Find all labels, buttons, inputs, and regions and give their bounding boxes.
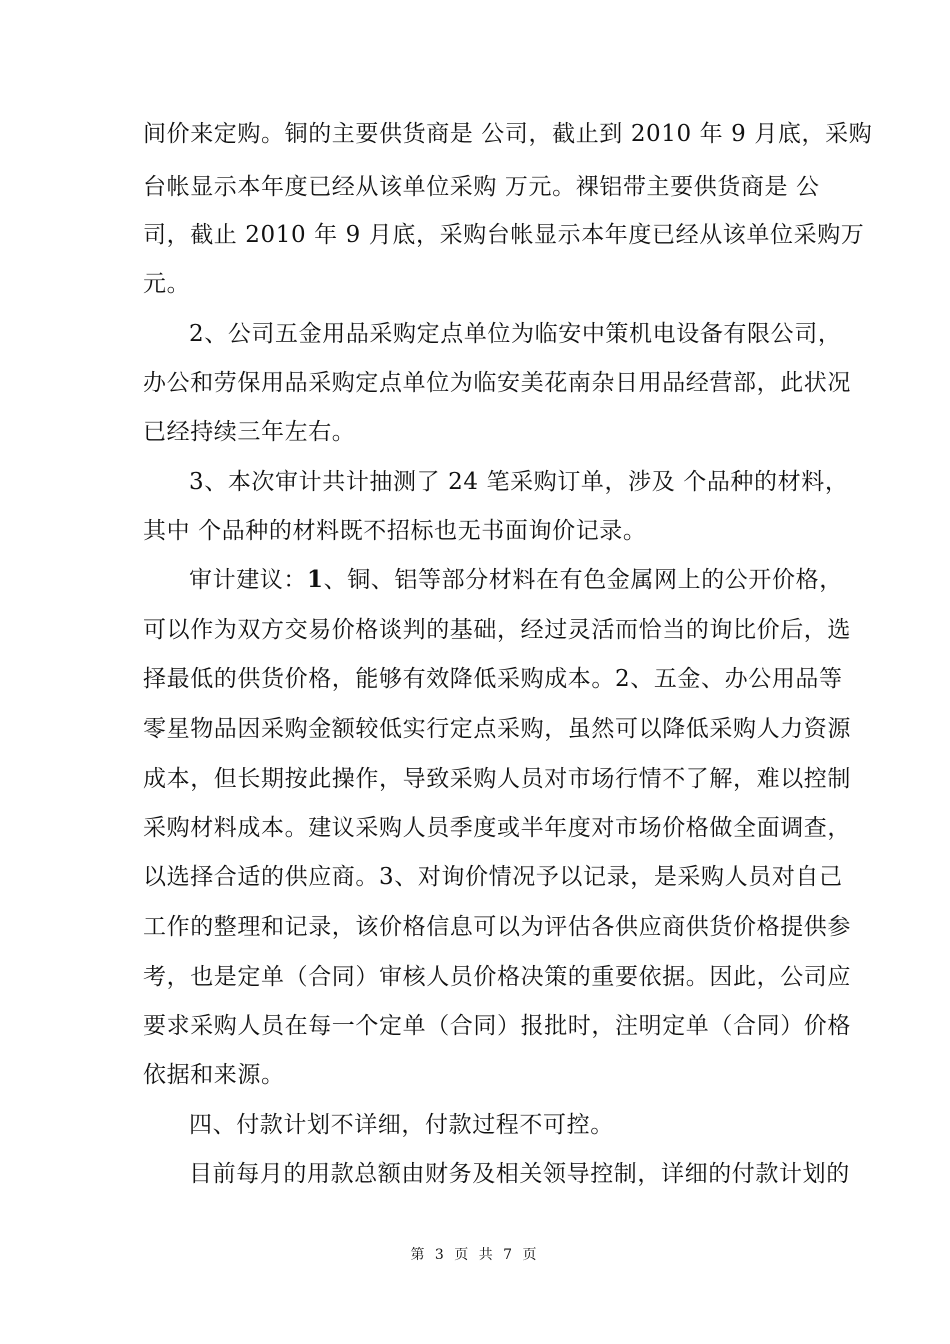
text-line: 择最低的供货价格，能够有效降低采购成本。2、五金、办公用品等 [143,666,843,692]
text-line: 办公和劳保用品采购定点单位为临安美花南杂日用品经营部，此状况 [143,370,851,396]
text-line: 间价来定购。铜的主要供货商是 公司，截止到 2010 年 9 月底，采购 [143,121,873,147]
text-line: 考，也是定单（合同）审核人员价格决策的重要依据。因此，公司应 [143,964,851,990]
text-line: 台帐显示本年度已经从该单位采购 万元。裸铝带主要供货商是 公 [143,174,820,200]
text-line: 成本，但长期按此操作，导致采购人员对市场行情不了解，难以控制 [143,766,851,792]
text-line: 已经持续三年左右。 [143,419,356,445]
text-line: 以选择合适的供应商。3、对询价情况予以记录，是采购人员对自己 [143,864,843,890]
text-line: 工作的整理和记录，该价格信息可以为评估各供应商供货价格提供参 [143,914,851,940]
suggestion-number-bold: 1 [307,566,324,593]
paragraph-line: 目前每月的用款总额由财务及相关领导控制，详细的付款计划的 [189,1161,850,1187]
text-line: 采购材料成本。建议采购人员季度或半年度对市场价格做全面调查， [143,815,851,841]
section-heading: 四、付款计划不详细，付款过程不可控。 [189,1112,614,1138]
page-footer: 第 3 页 共 7 页 [410,1247,540,1263]
text-line: 要求采购人员在每一个定单（合同）报批时，注明定单（合同）价格 [143,1013,851,1039]
audit-suggestion-label: 审计建议： [189,567,307,593]
text-line: 可以作为双方交易价格谈判的基础，经过灵活而恰当的询比价后，选 [143,617,851,643]
text-span: 、铜、铝等部分材料在有色金属网上的公开价格， [323,567,843,593]
text-line: 司，截止 2010 年 9 月底，采购台帐显示本年度已经从该单位采购万 [143,222,865,248]
text-line: 其中 个品种的材料既不招标也无书面询价记录。 [143,518,647,544]
text-line: 依据和来源。 [143,1062,285,1088]
paragraph-2-line: 2、公司五金用品采购定点单位为临安中策机电设备有限公司， [189,321,842,347]
text-line: 零星物品因采购金额较低实行定点采购，虽然可以降低采购人力资源 [143,716,851,742]
paragraph-3-line: 3、本次审计共计抽测了 24 笔采购订单，涉及 个品种的材料， [189,469,849,495]
audit-suggestion-line [189,564,843,596]
text-line: 元。 [143,271,191,297]
